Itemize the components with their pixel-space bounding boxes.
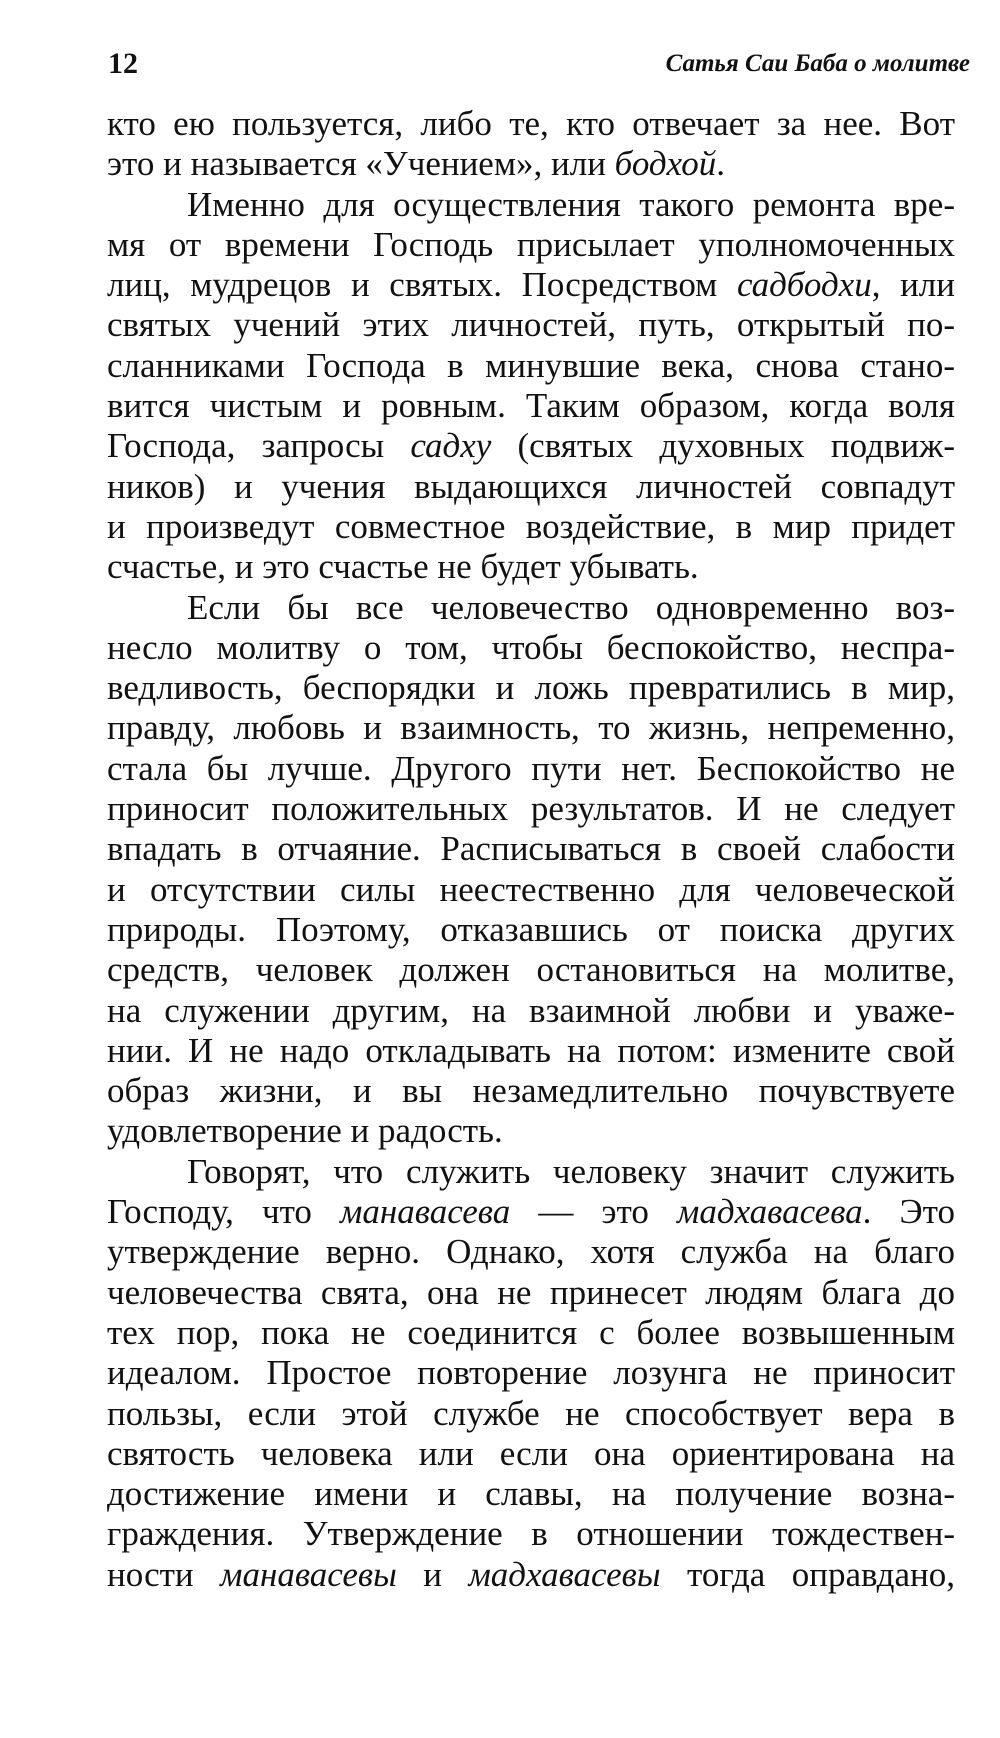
page-number: 12 (108, 47, 138, 80)
text-segment: мя от времени Господь присылает уполномоченных (107, 224, 955, 264)
text-line (107, 1192, 955, 1232)
italic-term: мадхавасева (677, 1192, 863, 1232)
italic-term: манавасева (340, 1192, 511, 1232)
text-line (107, 1474, 955, 1514)
text-line (107, 1394, 955, 1434)
text-line (107, 950, 955, 990)
text-segment: Господу, что (107, 1192, 341, 1232)
text-line (107, 507, 955, 547)
running-title: Сатья Саи Баба о молитве (665, 50, 970, 77)
text-segment: нии. И не надо откладывать на потом: измените свой (107, 1030, 955, 1070)
text-segment: святость человека или если она ориентирована на (107, 1433, 955, 1473)
text-segment: и (396, 1554, 469, 1594)
text-segment: ности (107, 1554, 221, 1594)
text-segment: Именно для осуществления такого ремонта вре- (187, 184, 955, 224)
text-line (107, 1353, 955, 1393)
text-segment: несло молитву о том, чтобы беспокойство, неспра- (107, 627, 955, 667)
text-segment: образ жизни, и вы незамедлительно почувствуете (107, 1071, 955, 1111)
text-segment: достижение имени и славы, на получение возна- (107, 1474, 955, 1514)
text-segment: средств, человек должен остановиться на молитве, (107, 950, 955, 990)
text-line (107, 1232, 955, 1272)
italic-term: садху (410, 426, 492, 466)
text-line (107, 870, 955, 910)
text-line (107, 1031, 955, 1071)
text-line (107, 1555, 955, 1595)
text-line (107, 1514, 955, 1554)
text-segment: человечества свята, она не принесет людям блага до (107, 1272, 955, 1312)
text-segment: счастье, и это счастье не будет убывать. (107, 547, 699, 587)
text-segment: идеалом. Простое повторение лозунга не приносит (107, 1353, 955, 1393)
text-line (107, 1071, 955, 1111)
text-line (107, 1111, 955, 1151)
text-segment: , или (871, 265, 955, 305)
text-segment: впадать в отчаяние. Расписываться в своей слабости (107, 829, 955, 869)
text-line (107, 628, 955, 668)
text-segment: на служении другим, на взаимной любви и уваже- (107, 990, 955, 1030)
text-segment: Если бы все человечество одновременно воз- (187, 587, 955, 627)
text-line (107, 749, 955, 789)
italic-term: садбодхи (736, 265, 872, 305)
text-segment: утверждение верно. Однако, хотя служба на благо (107, 1232, 955, 1272)
text-segment: и отсутствии силы неестественно для человеческой (107, 869, 955, 909)
text-line (107, 265, 955, 305)
text-line (107, 708, 955, 748)
text-line (107, 547, 955, 587)
text-line (107, 1152, 955, 1192)
text-line (107, 1434, 955, 1474)
text-line (107, 1273, 955, 1313)
text-line (107, 305, 955, 345)
text-line (107, 386, 955, 426)
text-segment: лиц, мудрецов и святых. Посредством (107, 265, 737, 305)
text-segment: вится чистым и ровным. Таким образом, когда воля (107, 386, 955, 426)
text-segment: — это (510, 1192, 678, 1232)
text-line (107, 588, 955, 628)
text-line (107, 104, 955, 144)
text-segment: . Это (862, 1192, 955, 1232)
text-segment: ников) и учения выдающихся личностей совпадут (107, 466, 955, 506)
text-segment: стала бы лучше. Другого пути нет. Беспокойство не (107, 748, 955, 788)
text-line (107, 789, 955, 829)
text-segment: тогда оправдано, (660, 1554, 956, 1594)
text-segment: граждения. Утверждение в отношении тождествен- (107, 1514, 955, 1554)
text-segment: и произведут совместное воздействие, в мир придет (107, 506, 955, 546)
text-segment: кто ею пользуется, либо те, кто отвечает за нее. Вот (107, 104, 955, 143)
text-line (107, 144, 955, 184)
text-line (107, 829, 955, 869)
text-segment: сланниками Господа в минувшие века, снова стано- (107, 345, 955, 385)
text-line (107, 467, 955, 507)
text-segment: ведливость, беспорядки и ложь превратились в мир, (107, 668, 955, 708)
text-line (107, 426, 955, 466)
text-line (107, 991, 955, 1031)
text-segment: святых учений этих личностей, путь, открытый по- (107, 305, 955, 345)
text-segment: Говорят, что служить человеку значит служить (187, 1151, 955, 1191)
text-segment: пользы, если этой службе не способствует вера в (107, 1393, 955, 1433)
page-header (108, 44, 970, 84)
body-text (107, 104, 955, 1595)
text-segment: приносит положительных результатов. И не следует (107, 789, 955, 829)
text-segment: Господа, запросы (107, 426, 411, 466)
text-line (107, 1313, 955, 1353)
italic-term: мадхавасевы (468, 1554, 661, 1594)
text-segment: (святых духовных подвиж- (491, 426, 955, 466)
text-segment: удовлетворение и радость. (107, 1111, 503, 1151)
text-segment: природы. Поэтому, отказавшись от поиска других (107, 909, 955, 949)
text-line (107, 668, 955, 708)
text-line (107, 910, 955, 950)
text-segment: правду, любовь и взаимность, то жизнь, непременно, (107, 708, 955, 748)
text-segment: это и называется «Учением», или (107, 144, 615, 184)
text-line (107, 185, 955, 225)
text-segment: . (716, 144, 725, 184)
text-line (107, 225, 955, 265)
text-segment: тех пор, пока не соединится с более возвышенным (107, 1312, 955, 1352)
italic-term: бодхой (614, 144, 717, 184)
italic-term: манавасевы (220, 1554, 397, 1594)
text-line (107, 346, 955, 386)
